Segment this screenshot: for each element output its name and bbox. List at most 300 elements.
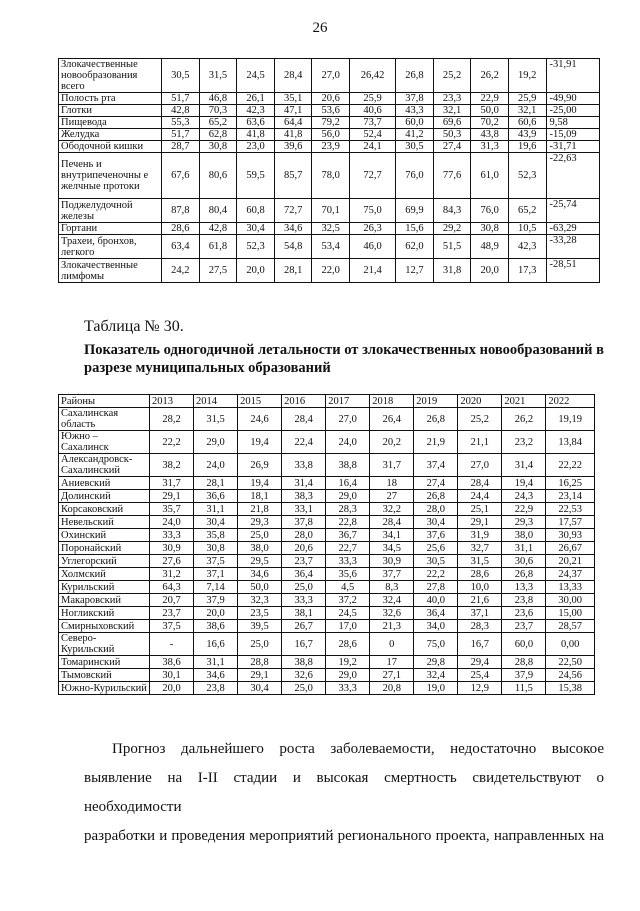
table-cell: 31,1: [502, 542, 546, 555]
row-label: Желудка: [59, 129, 162, 141]
table-cell: 17,57: [546, 516, 595, 529]
table-cell: 38,8: [326, 454, 370, 477]
table-cell: 20,7: [150, 594, 194, 607]
table-cell: 77,6: [433, 153, 471, 199]
table-cell: 12,9: [458, 682, 502, 695]
table-row: [59, 454, 595, 477]
table-cell: 22,7: [326, 542, 370, 555]
table-cell: 24,0: [194, 454, 238, 477]
table-cell: 24,56: [546, 669, 595, 682]
column-header: Районы: [59, 395, 150, 408]
table-cell: 48,9: [471, 235, 509, 259]
row-label: Ободочной кишки: [59, 141, 162, 153]
table-cell: 31,5: [199, 59, 237, 93]
table-row: [59, 529, 595, 542]
table-cell: 8,3: [370, 581, 414, 594]
table-cell: 21,8: [238, 503, 282, 516]
table-cell: 0,00: [546, 633, 595, 656]
table-cell: 23,14: [546, 490, 595, 503]
table-cell: 51,7: [162, 129, 200, 141]
table-cell: 26,7: [282, 620, 326, 633]
change-cell: -25,00: [546, 105, 599, 117]
table-cell: 87,8: [162, 199, 200, 223]
table-cell: 42,3: [237, 105, 275, 117]
table-cell: 38,0: [238, 542, 282, 555]
table-cell: 19,6: [508, 141, 546, 153]
table-cell: 28,4: [458, 477, 502, 490]
table-cell: 73,7: [350, 117, 396, 129]
table-cell: 16,25: [546, 477, 595, 490]
table-cell: 16,7: [458, 633, 502, 656]
table-cell: 22,9: [471, 93, 509, 105]
table-cell: 60,6: [508, 117, 546, 129]
district-name: Ногликский: [59, 607, 150, 620]
table-cell: 15,38: [546, 682, 595, 695]
table-cell: 37,2: [326, 594, 370, 607]
district-name: Курильский: [59, 581, 150, 594]
table-row: [59, 59, 600, 93]
table-cell: 23,2: [502, 431, 546, 454]
table-cell: 37,9: [502, 669, 546, 682]
table-cell: 76,0: [471, 199, 509, 223]
table-cell: 23,6: [502, 607, 546, 620]
table-cell: 52,3: [237, 235, 275, 259]
table-cell: 30,5: [396, 141, 434, 153]
table-cell: 22,8: [326, 516, 370, 529]
table-cell: 15,00: [546, 607, 595, 620]
table-cell: 76,0: [396, 153, 434, 199]
district-name: Тымовский: [59, 669, 150, 682]
table-cell: 23,3: [433, 93, 471, 105]
table-cell: 65,2: [199, 117, 237, 129]
table-cell: 10,0: [458, 581, 502, 594]
table-cell: 32,1: [433, 105, 471, 117]
table-cell: 27,6: [150, 555, 194, 568]
table-cell: 20,6: [282, 542, 326, 555]
table-cell: 28,1: [274, 259, 312, 283]
table-cell: 69,9: [396, 199, 434, 223]
district-name: Южно – Сахалинск: [59, 431, 150, 454]
table-cell: 26,1: [237, 93, 275, 105]
table-row: [59, 223, 600, 235]
table-row: [59, 503, 595, 516]
table-cell: 30,8: [199, 141, 237, 153]
table-cell: 24,37: [546, 568, 595, 581]
table-cell: 34,6: [238, 568, 282, 581]
table-cell: 51,5: [433, 235, 471, 259]
table-cell: 40,6: [350, 105, 396, 117]
column-header: 2018: [370, 395, 414, 408]
table-cell: 60,0: [396, 117, 434, 129]
table-cell: 30,1: [150, 669, 194, 682]
table-row: [59, 117, 600, 129]
table-cell: 16,6: [194, 633, 238, 656]
table-cell: 39,6: [274, 141, 312, 153]
table-cell: 29,0: [194, 431, 238, 454]
table-cell: 7,14: [194, 581, 238, 594]
table-cell: 16,4: [326, 477, 370, 490]
table-cell: 43,3: [396, 105, 434, 117]
table-cell: 64,4: [274, 117, 312, 129]
table-cell: 24,1: [350, 141, 396, 153]
table-cell: 24,5: [326, 607, 370, 620]
table-row: [59, 490, 595, 503]
table-cell: 11,5: [502, 682, 546, 695]
table-row: [59, 555, 595, 568]
table-cell: 28,6: [162, 223, 200, 235]
table-cell: 28,7: [162, 141, 200, 153]
table-cell: 30,5: [162, 59, 200, 93]
table-cell: 15,6: [396, 223, 434, 235]
table-cell: 70,3: [199, 105, 237, 117]
district-name: Южно-Курильский: [59, 682, 150, 695]
table-cell: 31,7: [370, 454, 414, 477]
district-name: Томаринский: [59, 656, 150, 669]
table-cell: 61,8: [199, 235, 237, 259]
change-cell: -49,90: [546, 93, 599, 105]
table-cell: 41,8: [274, 129, 312, 141]
table-row: [59, 129, 600, 141]
table-cell: 30,4: [414, 516, 458, 529]
district-name: Углегорский: [59, 555, 150, 568]
table-cell: 36,4: [414, 607, 458, 620]
table-cell: 72,7: [274, 199, 312, 223]
table-cell: 25,0: [238, 633, 282, 656]
table-row: [59, 431, 595, 454]
table-cell: 64,3: [150, 581, 194, 594]
table-cell: 31,2: [150, 568, 194, 581]
table-cell: 37,1: [458, 607, 502, 620]
table-cell: 50,0: [471, 105, 509, 117]
table-cell: 28,6: [458, 568, 502, 581]
table-cell: 21,4: [350, 259, 396, 283]
table-row: [59, 633, 595, 656]
table-cell: 46,8: [199, 93, 237, 105]
district-name: Сахалинская область: [59, 408, 150, 431]
table-row: [59, 656, 595, 669]
table-cell: 80,6: [199, 153, 237, 199]
page-number: 26: [312, 20, 328, 36]
table-row: [59, 235, 600, 259]
table-cell: 30,4: [194, 516, 238, 529]
row-label: Трахеи, бронхов, легкого: [59, 235, 162, 259]
table-cell: 69,6: [433, 117, 471, 129]
table-cell: 23,7: [150, 607, 194, 620]
table-cell: 26,8: [414, 490, 458, 503]
district-name: Невельский: [59, 516, 150, 529]
table-cell: 32,6: [370, 607, 414, 620]
table-cell: 31,4: [282, 477, 326, 490]
table-cell: 22,0: [312, 259, 350, 283]
table-cell: 21,3: [370, 620, 414, 633]
table-cell: 32,5: [312, 223, 350, 235]
table-row: [59, 141, 600, 153]
table-row: [59, 581, 595, 594]
table-cell: 29,3: [502, 516, 546, 529]
table-row: [59, 153, 600, 199]
table-cell: 63,4: [162, 235, 200, 259]
table-cell: 21,1: [458, 431, 502, 454]
table-cell: 51,7: [162, 93, 200, 105]
district-name: Северо-Курильский: [59, 633, 150, 656]
table-cell: 31,1: [194, 656, 238, 669]
table-cell: 61,0: [471, 153, 509, 199]
table-cell: 38,1: [282, 607, 326, 620]
table-cell: 29,0: [326, 669, 370, 682]
table-cell: 30,00: [546, 594, 595, 607]
column-header: 2020: [458, 395, 502, 408]
table-cell: 41,8: [237, 129, 275, 141]
table-cell: 29,1: [238, 669, 282, 682]
table-cell: 19,2: [326, 656, 370, 669]
row-label: Гортани: [59, 223, 162, 235]
district-name: Аниевский: [59, 477, 150, 490]
table-row: [59, 682, 595, 695]
table-row: [59, 620, 595, 633]
district-name: Холмский: [59, 568, 150, 581]
table-cell: 24,6: [238, 408, 282, 431]
table-cell: 32,6: [282, 669, 326, 682]
change-cell: 9,58: [546, 117, 599, 129]
table-cell: 13,84: [546, 431, 595, 454]
table-cell: 55,3: [162, 117, 200, 129]
table-cell: 60,8: [237, 199, 275, 223]
table-cell: 53,6: [312, 105, 350, 117]
table-cell: 33,3: [326, 682, 370, 695]
table-cell: 30,8: [194, 542, 238, 555]
table-cell: 33,3: [282, 594, 326, 607]
table-cell: 23,8: [194, 682, 238, 695]
table-cell: 12,7: [396, 259, 434, 283]
table-cell: 20,0: [237, 259, 275, 283]
table-cell: 17,3: [508, 259, 546, 283]
table-row: [59, 199, 600, 223]
table-cell: 25,0: [238, 529, 282, 542]
table-cell: 25,2: [458, 408, 502, 431]
table-cell: 47,1: [274, 105, 312, 117]
table-cell: 30,5: [414, 555, 458, 568]
table-cell: 29,4: [458, 656, 502, 669]
table-cell: 26,2: [502, 408, 546, 431]
table-cell: 29,5: [238, 555, 282, 568]
table-cell: 27,0: [326, 408, 370, 431]
table-cell: 78,0: [312, 153, 350, 199]
table-cell: 41,2: [396, 129, 434, 141]
table-cell: 38,6: [194, 620, 238, 633]
table-cell: 31,7: [150, 477, 194, 490]
table-cell: 37,8: [282, 516, 326, 529]
table-cell: 56,0: [312, 129, 350, 141]
district-name: Макаровский: [59, 594, 150, 607]
table-cell: 25,1: [458, 503, 502, 516]
table-cell: 25,2: [433, 59, 471, 93]
table-cell: 26,4: [370, 408, 414, 431]
table-cell: 25,0: [282, 581, 326, 594]
change-cell: -63,29: [546, 223, 599, 235]
table-cell: 27,0: [312, 59, 350, 93]
table-cell: 20,2: [370, 431, 414, 454]
column-header: 2017: [326, 395, 370, 408]
table-row: [59, 408, 595, 431]
table-cell: 30,8: [471, 223, 509, 235]
table-row: [59, 594, 595, 607]
table-cell: 38,8: [282, 656, 326, 669]
table-cell: 27: [370, 490, 414, 503]
table-cell: 62,0: [396, 235, 434, 259]
district-name: Поронайский: [59, 542, 150, 555]
table-cell: 26,2: [471, 59, 509, 93]
table-cell: 16,7: [282, 633, 326, 656]
change-cell: -15,09: [546, 129, 599, 141]
table-cell: 31,5: [458, 555, 502, 568]
table-cell: 26,67: [546, 542, 595, 555]
table-cell: 37,8: [396, 93, 434, 105]
table-cell: 28,1: [194, 477, 238, 490]
table-cell: 75,0: [414, 633, 458, 656]
table-cell: 30,9: [150, 542, 194, 555]
table-cell: 21,6: [458, 594, 502, 607]
table-cell: 20,21: [546, 555, 595, 568]
table-cell: 28,0: [414, 503, 458, 516]
row-label: Печень и внутрипеченочны е желчные протоки: [59, 153, 162, 199]
table-cell: 28,6: [326, 633, 370, 656]
table-cell: 38,3: [282, 490, 326, 503]
mortality-table: [58, 394, 595, 695]
table-cell: 37,5: [150, 620, 194, 633]
table-cell: 30,93: [546, 529, 595, 542]
table-cell: 84,3: [433, 199, 471, 223]
table-cell: 28,57: [546, 620, 595, 633]
table-cell: 28,2: [150, 408, 194, 431]
table-cell: 63,6: [237, 117, 275, 129]
table-cell: 34,0: [414, 620, 458, 633]
table-header-row: [59, 395, 595, 408]
table-cell: 28,4: [282, 408, 326, 431]
column-header: 2013: [150, 395, 194, 408]
table-cell: -: [150, 633, 194, 656]
table-cell: 36,7: [326, 529, 370, 542]
table-cell: 26,42: [350, 59, 396, 93]
table-cell: 43,8: [471, 129, 509, 141]
table-cell: 24,3: [502, 490, 546, 503]
table-cell: 4,5: [326, 581, 370, 594]
table-cell: 22,4: [282, 431, 326, 454]
table-cell: 26,9: [238, 454, 282, 477]
table-cell: 50,3: [433, 129, 471, 141]
table-cell: 36,6: [194, 490, 238, 503]
table-cell: 50,0: [238, 581, 282, 594]
table-cell: 33,3: [150, 529, 194, 542]
table-cell: 27,8: [414, 581, 458, 594]
table-cell: 67,6: [162, 153, 200, 199]
table-cell: 70,2: [471, 117, 509, 129]
table-cell: 25,9: [508, 93, 546, 105]
row-label: Пищевода: [59, 117, 162, 129]
table-cell: 46,0: [350, 235, 396, 259]
table-cell: 31,1: [194, 503, 238, 516]
table-cell: 29,8: [414, 656, 458, 669]
table-cell: 23,0: [237, 141, 275, 153]
table-cell: 26,8: [502, 568, 546, 581]
table-cell: 22,50: [546, 656, 595, 669]
table-cell: 23,5: [238, 607, 282, 620]
table-cell: 23,9: [312, 141, 350, 153]
table-cell: 31,5: [194, 408, 238, 431]
table-cell: 37,9: [194, 594, 238, 607]
table-cell: 25,4: [458, 669, 502, 682]
table-cell: 19,4: [502, 477, 546, 490]
table-cell: 19,19: [546, 408, 595, 431]
table-heading: Показатель одногодичной летальности от злокачественных новообразований в разрезе муниципальных образований: [84, 342, 604, 376]
table-row: [59, 607, 595, 620]
row-label: Поджелудочной железы: [59, 199, 162, 223]
district-name: Александровск-Сахалинский: [59, 454, 150, 477]
table-cell: 42,3: [508, 235, 546, 259]
table-cell: 28,8: [238, 656, 282, 669]
change-cell: -28,51: [546, 259, 599, 283]
table-cell: 42,8: [162, 105, 200, 117]
district-name: Долинский: [59, 490, 150, 503]
table-cell: 19,4: [238, 477, 282, 490]
table-cell: 28,3: [326, 503, 370, 516]
body-paragraph: [84, 735, 604, 851]
table-cell: 27,4: [433, 141, 471, 153]
table-cell: 22,2: [150, 431, 194, 454]
table-cell: 30,6: [502, 555, 546, 568]
table-cell: 17,0: [326, 620, 370, 633]
table-cell: 38,6: [150, 656, 194, 669]
table-cell: 23,8: [502, 594, 546, 607]
column-header: 2016: [282, 395, 326, 408]
table-cell: 54,8: [274, 235, 312, 259]
table-cell: 31,4: [502, 454, 546, 477]
table-cell: 80,4: [199, 199, 237, 223]
change-cell: -31,71: [546, 141, 599, 153]
table-cell: 29,2: [433, 223, 471, 235]
table-cell: 27,0: [458, 454, 502, 477]
paragraph-line: Прогноз дальнейшего роста заболеваемости, недостаточно высокое: [112, 741, 604, 757]
row-label: Злокачественные новообразования всего: [59, 59, 162, 93]
table-cell: 37,7: [370, 568, 414, 581]
table-row: [59, 105, 600, 117]
table-cell: 24,5: [237, 59, 275, 93]
table-cell: 27,1: [370, 669, 414, 682]
table-cell: 24,0: [150, 516, 194, 529]
table-cell: 43,9: [508, 129, 546, 141]
table-cell: 26,8: [396, 59, 434, 93]
table-cell: 24,4: [458, 490, 502, 503]
table-cell: 19,2: [508, 59, 546, 93]
table-cell: 32,4: [370, 594, 414, 607]
table-cell: 24,2: [162, 259, 200, 283]
table-cell: 33,3: [326, 555, 370, 568]
row-label: Глотки: [59, 105, 162, 117]
table-cell: 28,4: [274, 59, 312, 93]
table-row: [59, 259, 600, 283]
table-row: [59, 477, 595, 490]
table-cell: 31,9: [458, 529, 502, 542]
table-row: [59, 93, 600, 105]
table-cell: 22,22: [546, 454, 595, 477]
table-cell: 19,4: [238, 431, 282, 454]
table-cell: 52,4: [350, 129, 396, 141]
table-cell: 27,4: [414, 477, 458, 490]
table-cell: 20,0: [150, 682, 194, 695]
table-cell: 34,6: [194, 669, 238, 682]
column-header: 2019: [414, 395, 458, 408]
table-cell: 0: [370, 633, 414, 656]
table-cell: 25,9: [350, 93, 396, 105]
